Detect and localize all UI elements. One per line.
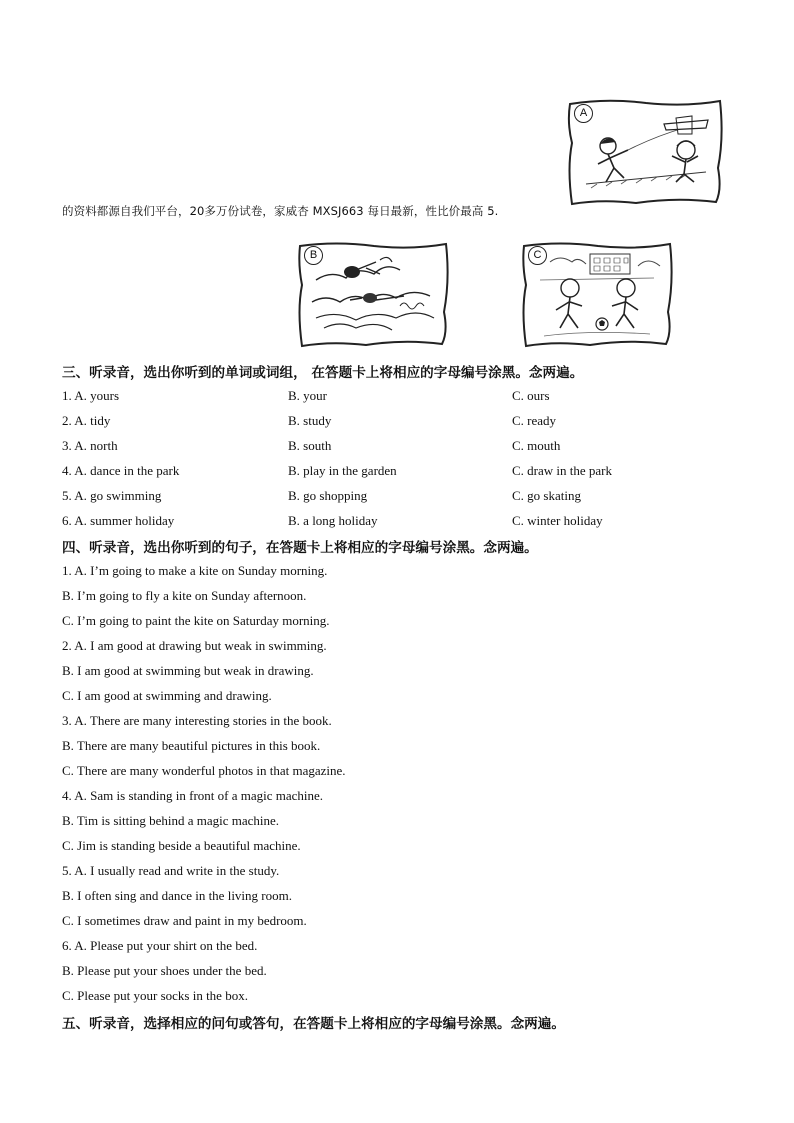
option-c: C. ready: [512, 413, 557, 428]
picture-a-label: A: [574, 104, 593, 123]
option-a: 3. A. north: [62, 438, 118, 453]
sentence-option: B. I am good at swimming but weak in drawing.: [62, 663, 314, 678]
platform-notice: 的资料都源自我们平台，20多万份试卷，家威杏 MXSJ663 每日最新，性比价最高 5.: [62, 204, 499, 218]
option-a: 2. A. tidy: [62, 413, 111, 428]
section-4-heading: 四、听录音，选出你听到的句子，在答题卡上将相应的字母编号涂黑。念两遍。: [62, 540, 538, 556]
picture-b: [296, 240, 450, 348]
option-c: C. winter holiday: [512, 513, 603, 528]
section-5-heading: 五、听录音，选择相应的问句或答句，在答题卡上将相应的字母编号涂黑。念两遍。: [62, 1016, 565, 1032]
option-c: C. go skating: [512, 488, 581, 503]
option-a: 4. A. dance in the park: [62, 463, 180, 478]
sentence-option: B. I’m going to fly a kite on Sunday afternoon.: [62, 588, 307, 603]
sentence-option: B. There are many beautiful pictures in this book.: [62, 738, 321, 753]
sentence-option: 6. A. Please put your shirt on the bed.: [62, 938, 258, 953]
sentence-option: 1. A. I’m going to make a kite on Sunday morning.: [62, 563, 328, 578]
picture-c: [520, 240, 674, 348]
option-a: 1. A. yours: [62, 388, 120, 403]
sentence-option: C. I sometimes draw and paint in my bedroom.: [62, 913, 307, 928]
sentence-option: 2. A. I am good at drawing but weak in swimming.: [62, 638, 327, 653]
sentence-option: C. I’m going to paint the kite on Saturday morning.: [62, 613, 330, 628]
sentence-option: B. Please put your shoes under the bed.: [62, 963, 267, 978]
sentence-option: C. Please put your socks in the box.: [62, 988, 248, 1003]
sentence-option: B. I often sing and dance in the living room.: [62, 888, 292, 903]
option-b: B. south: [288, 438, 332, 453]
option-c: C. draw in the park: [512, 463, 613, 478]
sentence-option: 5. A. I usually read and write in the study.: [62, 863, 280, 878]
option-c: C. ours: [512, 388, 550, 403]
sentence-option: 4. A. Sam is standing in front of a magic machine.: [62, 788, 324, 803]
option-b: B. go shopping: [288, 488, 368, 503]
picture-a: [566, 98, 724, 206]
option-b: B. study: [288, 413, 332, 428]
option-b: B. play in the garden: [288, 463, 397, 478]
sentence-option: 3. A. There are many interesting stories in the book.: [62, 713, 332, 728]
sentence-option: B. Tim is sitting behind a magic machine.: [62, 813, 280, 828]
picture-b-label: B: [304, 246, 323, 265]
section-3-heading: 三、听录音，选出你听到的单词或词组， 在答题卡上将相应的字母编号涂黑。念两遍。: [62, 365, 584, 381]
option-a: 6. A. summer holiday: [62, 513, 175, 528]
option-b: B. your: [288, 388, 327, 403]
option-b: B. a long holiday: [288, 513, 378, 528]
sentence-option: C. There are many wonderful photos in that magazine.: [62, 763, 346, 778]
picture-c-label: C: [528, 246, 547, 265]
sentence-option: C. Jim is standing beside a beautiful machine.: [62, 838, 301, 853]
option-c: C. mouth: [512, 438, 561, 453]
sentence-option: C. I am good at swimming and drawing.: [62, 688, 272, 703]
option-a: 5. A. go swimming: [62, 488, 162, 503]
